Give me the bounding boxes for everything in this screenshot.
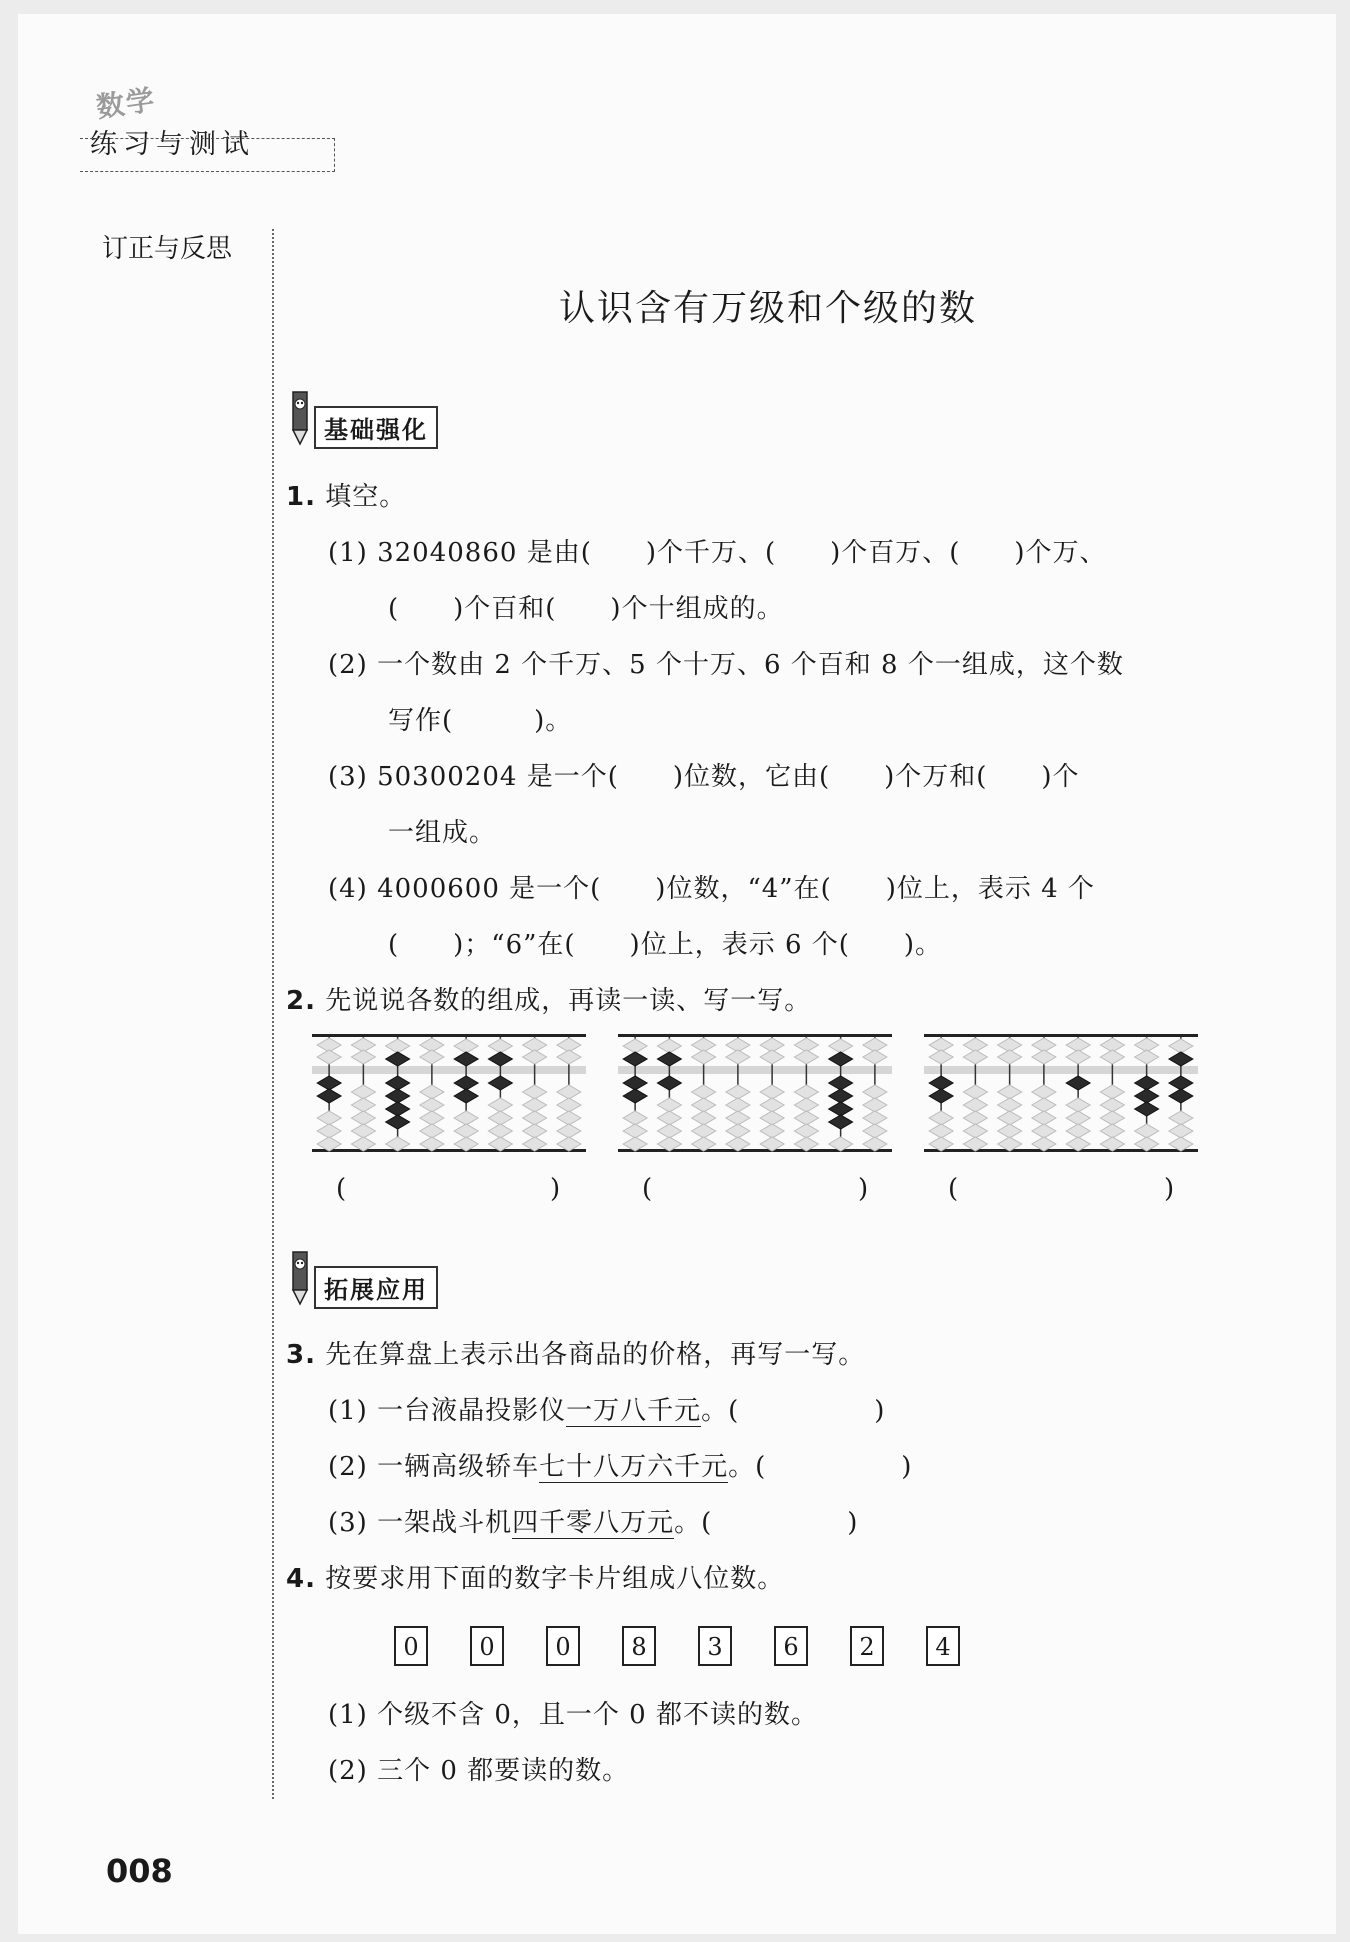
pencil-icon: [288, 386, 312, 446]
abacus-bead: [998, 1111, 1022, 1125]
abacus-bead: [386, 1039, 410, 1053]
pencil-icon-2: [288, 1246, 312, 1306]
abacus-bead: [863, 1124, 887, 1138]
section-badge-extended: 拓展应用: [314, 1266, 438, 1309]
abacus-bead: [794, 1085, 818, 1099]
q1-sub1-line2: ( )个百和( )个十组成的。: [388, 594, 784, 624]
abacus-bead: [351, 1098, 375, 1112]
abacus-frame-top: [924, 1034, 1198, 1037]
q1-sub2-line1: (2) 一个数由 2 个千万、5 个十万、6 个百和 8 个一组成，这个数: [328, 650, 1124, 680]
abacus-bead: [692, 1137, 716, 1151]
abacus-bead-counted: [454, 1089, 478, 1103]
abacus-frame-bottom: [618, 1149, 892, 1152]
abacus-bead: [420, 1050, 444, 1064]
abacus-bead: [557, 1085, 581, 1099]
abacus-bead: [351, 1137, 375, 1151]
abacus-bead-counted: [454, 1076, 478, 1090]
abacus-bead: [794, 1124, 818, 1138]
abacus-bead: [523, 1085, 547, 1099]
abacus-bead: [1066, 1124, 1090, 1138]
abacus-bead: [657, 1098, 681, 1112]
abacus-bead: [488, 1111, 512, 1125]
abacus-1: [312, 1034, 586, 1152]
abacus-bead: [794, 1137, 818, 1151]
abacus-bead: [623, 1137, 647, 1151]
page: [18, 14, 1336, 1934]
abacus-bead: [794, 1098, 818, 1112]
abacus-bead: [317, 1124, 341, 1138]
abacus-bead: [420, 1137, 444, 1151]
abacus-bead: [386, 1137, 410, 1151]
q4-sub2: (2) 三个 0 都要读的数。: [328, 1756, 630, 1786]
abacus-bead: [863, 1050, 887, 1064]
abacus-bead: [726, 1085, 750, 1099]
q1-sub3-line1: (3) 50300204 是一个( )位数，它由( )个万和( )个: [328, 762, 1080, 792]
margin-title: 订正与反思: [102, 234, 233, 264]
abacus-bead: [523, 1050, 547, 1064]
abacus-bead: [1066, 1111, 1090, 1125]
abacus-bead: [1100, 1085, 1124, 1099]
abacus-bead: [794, 1111, 818, 1125]
abacus-bead: [523, 1137, 547, 1151]
abacus-beam: [312, 1066, 586, 1074]
q3-item3-price: 四千零八万元: [512, 1508, 675, 1538]
abacus-bead: [351, 1111, 375, 1125]
abacus-bead: [1135, 1050, 1159, 1064]
abacus-bead: [454, 1124, 478, 1138]
abacus-bead: [420, 1111, 444, 1125]
abacus-bead: [1032, 1098, 1056, 1112]
abacus-bead-counted: [1135, 1076, 1159, 1090]
abacus-bead-counted: [657, 1076, 681, 1090]
abacus-bead-counted: [929, 1089, 953, 1103]
abacus-bead: [1135, 1137, 1159, 1151]
abacus-bead: [692, 1111, 716, 1125]
abacus-bead: [963, 1098, 987, 1112]
abacus-bead-counted: [829, 1115, 853, 1129]
abacus-bead-counted: [1066, 1076, 1090, 1090]
abacus-bead-counted: [829, 1052, 853, 1066]
abacus-bead-counted: [829, 1089, 853, 1103]
abacus-bead-counted: [623, 1089, 647, 1103]
abacus-bead: [317, 1111, 341, 1125]
abacus-bead-counted: [623, 1076, 647, 1090]
book-title-frame: [80, 138, 335, 172]
q3-item2: (2) 一辆高级轿车七十八万六千元。( ): [328, 1452, 913, 1482]
abacus-bead: [1032, 1124, 1056, 1138]
q3-item2-price: 七十八万六千元: [539, 1452, 729, 1482]
abacus-bead-counted: [657, 1052, 681, 1066]
abacus-bead-counted: [829, 1076, 853, 1090]
abacus-bead-counted: [1135, 1089, 1159, 1103]
abacus-bead: [692, 1050, 716, 1064]
abacus-bead: [317, 1050, 341, 1064]
abacus-bead-counted: [386, 1089, 410, 1103]
section-badge-basic: 基础强化: [314, 406, 438, 449]
abacus-bead: [1169, 1039, 1193, 1053]
question-1-title: 1. 填空。: [286, 482, 407, 512]
abacus-bead: [998, 1085, 1022, 1099]
answer-paren-open-3: (: [948, 1174, 959, 1204]
abacus-bead-counted: [929, 1076, 953, 1090]
abacus-bead-counted: [488, 1076, 512, 1090]
abacus-bead: [829, 1039, 853, 1053]
abacus-beam: [618, 1066, 892, 1074]
abacus-bead: [1032, 1111, 1056, 1125]
abacus-bead: [557, 1137, 581, 1151]
answer-paren-open-1: (: [336, 1174, 347, 1204]
abacus-bead-counted: [1169, 1089, 1193, 1103]
abacus-bead: [1032, 1050, 1056, 1064]
q3-item3: (3) 一架战斗机四千零八万元。( ): [328, 1508, 859, 1538]
abacus-bead: [760, 1050, 784, 1064]
question-3-title: 3. 先在算盘上表示出各商品的价格，再写一写。: [286, 1340, 866, 1370]
abacus-bead: [557, 1124, 581, 1138]
digit-card: 8: [622, 1626, 656, 1666]
digit-card: 4: [926, 1626, 960, 1666]
abacus-bead: [488, 1039, 512, 1053]
abacus-2: [618, 1034, 892, 1152]
abacus-bead: [623, 1124, 647, 1138]
abacus-bead: [557, 1098, 581, 1112]
page-title: 认识含有万级和个级的数: [558, 288, 977, 329]
abacus-frame-top: [618, 1034, 892, 1037]
q1-sub4-line2: ( )；“6”在( )位上，表示 6 个( )。: [388, 930, 943, 960]
abacus-bead: [692, 1085, 716, 1099]
abacus-bead: [454, 1039, 478, 1053]
abacus-bead: [760, 1085, 784, 1099]
abacus-bead-counted: [1169, 1076, 1193, 1090]
q4-sub1: (1) 个级不含 0，且一个 0 都不读的数。: [328, 1700, 818, 1730]
abacus-bead: [657, 1039, 681, 1053]
digit-card: 3: [698, 1626, 732, 1666]
abacus-bead: [317, 1137, 341, 1151]
abacus-bead-counted: [1169, 1052, 1193, 1066]
abacus-bead: [929, 1111, 953, 1125]
question-2-title: 2. 先说说各数的组成，再读一读、写一写。: [286, 986, 812, 1016]
abacus-bead-counted: [454, 1052, 478, 1066]
abacus-bead-counted: [1135, 1102, 1159, 1116]
abacus-bead: [351, 1050, 375, 1064]
abacus-bead: [929, 1137, 953, 1151]
abacus-bead: [726, 1137, 750, 1151]
abacus-bead: [523, 1111, 547, 1125]
abacus-bead-counted: [386, 1102, 410, 1116]
abacus-bead: [1100, 1098, 1124, 1112]
abacus-bead: [351, 1124, 375, 1138]
abacus-bead: [760, 1137, 784, 1151]
abacus-bead: [1100, 1137, 1124, 1151]
digit-card: 0: [546, 1626, 580, 1666]
answer-paren-close-3: ): [1164, 1174, 1175, 1204]
answer-paren-open-2: (: [642, 1174, 653, 1204]
abacus-bead: [1066, 1050, 1090, 1064]
abacus-bead: [1135, 1124, 1159, 1138]
abacus-bead: [863, 1098, 887, 1112]
abacus-bead: [1032, 1085, 1056, 1099]
abacus-bead: [657, 1124, 681, 1138]
abacus-bead: [420, 1098, 444, 1112]
abacus-bead: [726, 1098, 750, 1112]
abacus-bead: [488, 1098, 512, 1112]
q1-sub4-line1: (4) 4000600 是一个( )位数，“4”在( )位上，表示 4 个: [328, 874, 1095, 904]
margin-divider: [272, 229, 274, 1799]
abacus-frame-bottom: [312, 1149, 586, 1152]
abacus-bead: [998, 1098, 1022, 1112]
abacus-bead: [420, 1124, 444, 1138]
q1-sub1-line1: (1) 32040860 是由( )个千万、( )个百万、( )个万、: [328, 538, 1107, 568]
abacus-bead: [829, 1137, 853, 1151]
abacus-beam: [924, 1066, 1198, 1074]
abacus-3: [924, 1034, 1198, 1152]
page-number: 008: [106, 1852, 173, 1890]
abacus-bead: [963, 1137, 987, 1151]
abacus-bead: [557, 1111, 581, 1125]
abacus-bead: [1169, 1111, 1193, 1125]
answer-paren-close-2: ): [858, 1174, 869, 1204]
abacus-bead: [760, 1098, 784, 1112]
abacus-bead: [1032, 1137, 1056, 1151]
abacus-bead: [692, 1098, 716, 1112]
q3-item1: (1) 一台液晶投影仪一万八千元。( ): [328, 1396, 886, 1426]
abacus-bead: [863, 1085, 887, 1099]
abacus-bead: [760, 1124, 784, 1138]
abacus-bead: [726, 1111, 750, 1125]
series-label: 数学: [94, 82, 159, 125]
abacus-bead: [998, 1137, 1022, 1151]
abacus-bead-counted: [386, 1052, 410, 1066]
q1-sub2-line2: 写作( )。: [388, 706, 573, 736]
abacus-bead: [523, 1124, 547, 1138]
abacus-bead: [1066, 1098, 1090, 1112]
abacus-bead-counted: [386, 1115, 410, 1129]
abacus-frame-bottom: [924, 1149, 1198, 1152]
digit-card: 2: [850, 1626, 884, 1666]
abacus-bead: [963, 1124, 987, 1138]
abacus-bead: [454, 1137, 478, 1151]
abacus-bead: [863, 1137, 887, 1151]
digit-card: 0: [470, 1626, 504, 1666]
abacus-bead: [623, 1111, 647, 1125]
abacus-bead: [998, 1124, 1022, 1138]
abacus-bead-counted: [829, 1102, 853, 1116]
abacus-bead: [1100, 1111, 1124, 1125]
abacus-bead: [1100, 1124, 1124, 1138]
abacus-bead: [1066, 1137, 1090, 1151]
answer-paren-close-1: ): [550, 1174, 561, 1204]
abacus-bead: [998, 1050, 1022, 1064]
question-4-title: 4. 按要求用下面的数字卡片组成八位数。: [286, 1564, 785, 1594]
abacus-bead: [963, 1050, 987, 1064]
abacus-bead: [523, 1098, 547, 1112]
abacus-bead: [557, 1050, 581, 1064]
abacus-bead: [963, 1085, 987, 1099]
abacus-bead: [420, 1085, 444, 1099]
abacus-bead: [351, 1085, 375, 1099]
abacus-bead-counted: [623, 1052, 647, 1066]
abacus-bead: [1169, 1137, 1193, 1151]
digit-card: 0: [394, 1626, 428, 1666]
abacus-bead: [657, 1111, 681, 1125]
abacus-bead-counted: [386, 1076, 410, 1090]
abacus-bead: [963, 1111, 987, 1125]
abacus-bead: [692, 1124, 716, 1138]
abacus-bead: [657, 1137, 681, 1151]
abacus-frame-top: [312, 1034, 586, 1037]
book-title: 练习与测试: [90, 129, 255, 160]
abacus-bead: [863, 1111, 887, 1125]
abacus-bead-counted: [488, 1052, 512, 1066]
abacus-bead: [760, 1111, 784, 1125]
abacus-bead: [1169, 1124, 1193, 1138]
digit-card: 6: [774, 1626, 808, 1666]
abacus-bead: [488, 1124, 512, 1138]
abacus-bead: [929, 1050, 953, 1064]
abacus-bead: [726, 1050, 750, 1064]
abacus-bead: [1100, 1050, 1124, 1064]
abacus-bead-counted: [317, 1089, 341, 1103]
abacus-bead: [623, 1039, 647, 1053]
q1-sub3-line2: 一组成。: [388, 818, 497, 848]
abacus-bead: [454, 1111, 478, 1125]
abacus-bead: [488, 1137, 512, 1151]
abacus-bead-counted: [317, 1076, 341, 1090]
abacus-bead: [929, 1124, 953, 1138]
q3-item1-price: 一万八千元: [566, 1396, 702, 1426]
abacus-bead: [726, 1124, 750, 1138]
abacus-bead: [794, 1050, 818, 1064]
